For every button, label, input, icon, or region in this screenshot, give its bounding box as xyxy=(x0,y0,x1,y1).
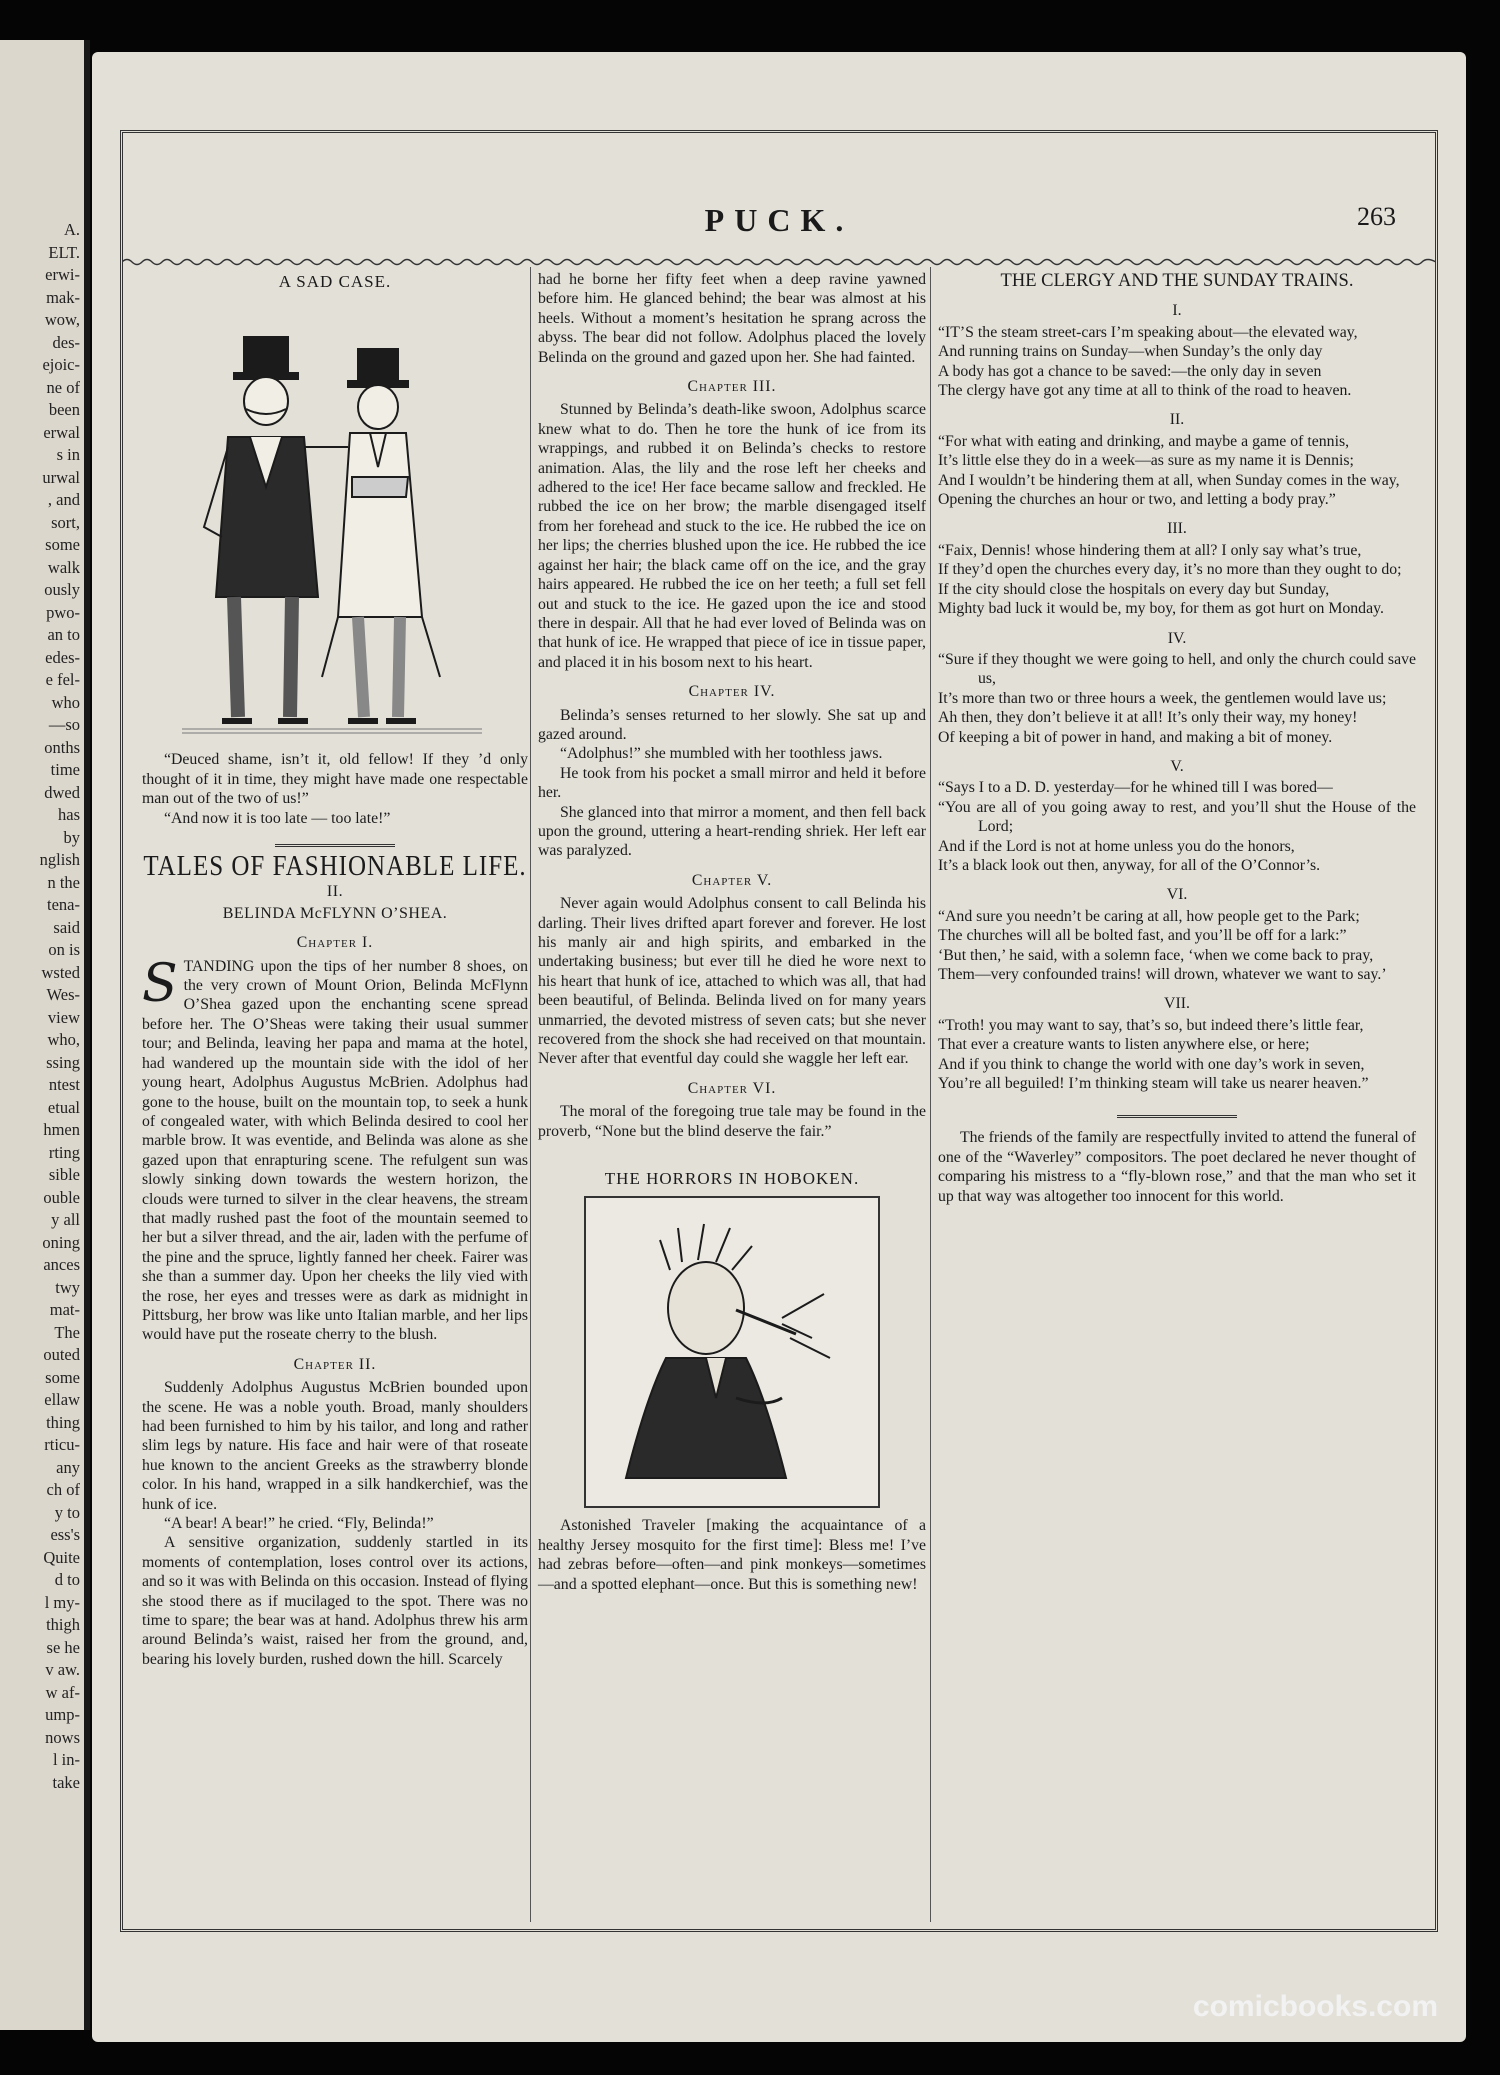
adjacent-page-fragment: has xyxy=(58,805,80,824)
poem-line: Mighty bad luck it would be, my boy, for them as got hurt on Monday. xyxy=(938,600,1384,618)
adjacent-page-fragment: dwed xyxy=(44,782,80,802)
poem-line: “Says I to a D. D. yesterday—for he whined till I was bored— xyxy=(938,779,1333,797)
poem-line: If the city should close the hospitals on every day but Sunday, xyxy=(938,580,1330,598)
adjacent-page-fragment: thing xyxy=(46,1412,80,1432)
adjacent-page-fragment: y all xyxy=(51,1210,80,1229)
adjacent-page-fragment: pwo- xyxy=(46,602,80,622)
adjacent-page-fragment: on is xyxy=(48,940,80,959)
page-number: 263 xyxy=(1357,202,1396,231)
adjacent-page-fragment: mak- xyxy=(46,287,80,307)
poem-line: “Sure if they thought we were going to hell, and only the church could save us, xyxy=(938,650,1416,688)
adjacent-page-fragment: ejoic- xyxy=(42,355,80,374)
poem-line: Opening the churches an hour or two, and letting a body pray.” xyxy=(938,491,1336,509)
poem-line: The clergy have got any time at all to think of the road to heaven. xyxy=(938,382,1352,400)
adjacent-page-fragment: take xyxy=(52,1772,80,1792)
adjacent-page-fragment: erwal xyxy=(43,422,80,442)
adjacent-page-fragment: any xyxy=(56,1457,80,1477)
adjacent-page-fragment: n the xyxy=(47,872,80,892)
adjacent-page-fragment: des- xyxy=(52,332,80,352)
masthead xyxy=(122,150,1436,238)
adjacent-page-fragment: nows xyxy=(45,1727,80,1747)
adjacent-page-fragment: oning xyxy=(42,1232,80,1252)
adjacent-page-fragment: Quite xyxy=(43,1547,80,1567)
adjacent-page-fragment: ch of xyxy=(46,1480,80,1499)
tales-heading: TALES OF FASHIONABLE LIFE. xyxy=(143,850,527,883)
adjacent-page-fragment: by xyxy=(63,827,80,847)
column-rule-1 xyxy=(530,267,531,1922)
hoboken-illustration xyxy=(584,1196,880,1508)
adjacent-page-fragment: hmen xyxy=(43,1120,80,1139)
stanza-number: VI. xyxy=(1166,886,1188,904)
chapter-2-paragraph: Suddenly Adolphus Augustus McBrien bounded upon the scene. He was a noble youth. Broad, manly shoulders had been furnished to him by his tailor, and long and rather slim legs by nature. His face and hair were of that roseate hue known to the ancient Greeks as the strawberry blonde color. In his hand, wrapped in a silk handkerchief, was the hunk of ice. xyxy=(142,1379,528,1513)
column-2 xyxy=(538,270,926,1594)
column-3 xyxy=(938,270,1416,1206)
sad-case-heading: A SAD CASE. xyxy=(278,272,392,291)
chapter-4-paragraph: “Adolphus!” she mumbled with her toothless jaws. xyxy=(560,745,883,763)
poem-line: “You are all of you going away to rest, and you’ll shut the House of the Lord; xyxy=(938,798,1416,836)
poem-line: The churches will all be bolted fast, and you’ll be off for a lark:” xyxy=(938,927,1347,945)
adjacent-page-fragment: mat- xyxy=(49,1300,80,1319)
poem-line: “And sure you needn’t be caring at all, how people get to the Park; xyxy=(938,907,1360,925)
poem-line: Them—very confounded trains! will drown, whatever we want to say.’ xyxy=(938,966,1387,983)
adjacent-page-fragment: ances xyxy=(43,1255,80,1274)
adjacent-page-fragment: y to xyxy=(54,1502,80,1522)
chapter-4-title: Chapter IV. xyxy=(688,683,776,701)
adjacent-page-fragment: rticu- xyxy=(44,1435,80,1454)
sad-case-caption-2: “And now it is too late — too late!” xyxy=(164,809,391,827)
poem-line: ‘But then,’ he said, with a solemn face, ‘when we come back to pray, xyxy=(938,946,1374,964)
chapter-5-text: Never again would Adolphus consent to call Belinda his darling. Their lives drifted apart forever and forever. He lost his manly air and high spirits, and embarked in the undertaking business; but ever till he died he wore next to his heart that hunk of ice, attached to which was all, that had been beautiful, of Belinda. Belinda lived on for many years unmarried, the devoted mistress of seven cats; but she never recovered from the shock she had received on that mountain. Never after that eventful day could she waggle her left ear. xyxy=(538,895,926,1068)
adjacent-page-fragment: view xyxy=(47,1007,80,1027)
chapter-1-title: Chapter I. xyxy=(296,934,374,952)
stanza-number: II. xyxy=(1169,411,1185,429)
column-rule-2 xyxy=(930,267,931,1922)
adjacent-page-fragment: l my- xyxy=(44,1592,80,1612)
column-1 xyxy=(142,270,528,1669)
poem-line: “Faix, Dennis! whose hindering them at all? I only say what’s true, xyxy=(938,541,1362,559)
adjacent-page-fragment: thigh xyxy=(46,1615,80,1634)
adjacent-page-fragment: ellaw xyxy=(44,1390,80,1409)
adjacent-page-fragment: said xyxy=(53,917,80,937)
chapter-6-text: The moral of the foregoing true tale may be found in the proverb, “None but the blind deserve the fair.” xyxy=(538,1103,926,1140)
adjacent-page-fragment: ssing xyxy=(46,1052,80,1072)
poem-line: It’s more than two or three hours a week, the gentlemen would lave us; xyxy=(938,689,1387,707)
poem-line: It’s a black look out then, anyway, for all of the O’Connor’s. xyxy=(938,856,1321,874)
poem-line: And I wouldn’t be hindering them at all, when Sunday comes in the way, xyxy=(938,471,1400,489)
poem-line: “Troth! you may want to say, that’s so, but indeed there’s little fear, xyxy=(938,1016,1364,1034)
poem xyxy=(938,301,1416,1093)
adjacent-page-fragment: outed xyxy=(43,1345,80,1364)
clergy-heading: THE CLERGY AND THE SUNDAY TRAINS. xyxy=(1000,271,1354,291)
section-divider xyxy=(1117,1115,1237,1118)
chapter-2-continuation: had he borne her fifty feet when a deep ravine yawned before him. He glanced behind; the bear was almost at his heels. Without a moment’s hesitation he sprang across the abyss. The bear did not follow. Adolphus placed the lovely Belinda on the ground and gazed upon her. She had fainted. xyxy=(538,271,926,366)
poem-line: “For what with eating and drinking, and maybe a game of tennis, xyxy=(938,432,1350,450)
adjacent-page-fragment: time xyxy=(50,760,80,779)
chapter-5-title: Chapter V. xyxy=(691,871,773,889)
poem-line: And if you think to change the world with one day’s work in seven, xyxy=(938,1055,1365,1073)
adjacent-page-fragment: v aw. xyxy=(45,1660,80,1679)
adjacent-page-fragment: wsted xyxy=(41,962,80,982)
tales-subtitle: BELINDA McFLYNN O’SHEA. xyxy=(222,904,448,922)
hoboken-heading: THE HORRORS IN HOBOKEN. xyxy=(604,1169,860,1189)
chapter-3-title: Chapter III. xyxy=(687,378,777,396)
chapter-2-paragraph: A sensitive organization, suddenly startled in its moments of contemplation, loses control over its actions, and so it was with Belinda on this occasion. Instead of flying she stood there as if mucilaged to the spot. There was no time to spare; the bear was at hand. Adolphus threw his arm around Belinda’s waist, raised her from the ground, and, bearing his lovely burden, rushed down the hill. Scarcely xyxy=(142,1534,528,1668)
chapter-4-paragraph: He took from his pocket a small mirror and held it before her. xyxy=(538,764,926,802)
adjacent-page-fragment: ne of xyxy=(46,377,80,397)
adjacent-page-fragment: The xyxy=(54,1322,80,1342)
adjacent-page-fragment: ntest xyxy=(48,1075,80,1094)
adjacent-page-fragment: been xyxy=(48,400,80,419)
publication-title: PUCK. xyxy=(704,202,854,238)
adjacent-page-fragment: e fel- xyxy=(45,670,80,689)
poem-line: You’re all beguiled! I’m thinking steam will take us nearer heaven.” xyxy=(938,1075,1369,1093)
funeral-notice: The friends of the family are respectfully invited to attend the funeral of one of the “Waverley” compositors. The poet declared he never thought of comparing his mistress to a “fly-blown rose,” and that the man who set it up that way was altogether too innocent for this world. xyxy=(938,1129,1416,1205)
stanza-number: III. xyxy=(1167,520,1187,538)
adjacent-page-fragment: edes- xyxy=(45,647,80,667)
poem-line: A body has got a chance to be saved:—the only day in seven xyxy=(938,362,1322,380)
chapter-2-paragraph: “A bear! A bear!” he cried. “Fly, Belinda!” xyxy=(164,1515,434,1533)
chapter-4-paragraph: Belinda’s senses returned to her slowly. She sat up and gazed around. xyxy=(538,706,926,743)
chapter-1-text xyxy=(142,953,528,1345)
adjacent-page-fragment: urwal xyxy=(42,467,80,487)
chapter-1-body: TANDING upon the tips of her number 8 shoes, on the very crown of Mount Orion, Belinda McFlynn O’Shea gazed upon the enchanting scene spread before her. The O’Sheas were taking their usual summer tour; and Belinda, leaving her papa and mama at the hotel, had wandered up the mountain side with the idol of her young heart, Adolphus Augustus McBrien. Adolphus had gone to the house, built on the mountain top, to seek a hunk of congealed water, with which Belinda desired to cool her marble brow. It was eventide, and Belinda was alone as she gazed upon that enrapturing scene. The refulgent sun was slowly sinking down towards the western horizon, the clouds were turned to silver in the clear heavens, the stream that madly rushed past the foot of the mountain seemed to her but a silver thread, and the air, laden with the perfume of the pine and the spruce, lightly fanned her cheek. Fairer was she than a summer day. Upon her cheeks the lily vied with the rose, her eyes and tresses were as dark as midnight in Pittsburg, her brow was like unto Italian marble, and her lips would have put the roseate cherry to the blush. xyxy=(142,957,528,1344)
adjacent-page-fragment: etual xyxy=(47,1097,80,1117)
stanza-number: VII. xyxy=(1164,995,1190,1013)
adjacent-page-fragment: w af- xyxy=(45,1682,80,1702)
adjacent-page-fragment: wow, xyxy=(44,310,80,329)
adjacent-page-fragment: Wes- xyxy=(46,985,80,1004)
adjacent-page-fragment: tena- xyxy=(47,895,80,914)
section-divider xyxy=(275,844,395,847)
adjacent-page-fragment: sort, xyxy=(51,512,80,532)
stanza-number: V. xyxy=(1170,757,1184,775)
poem-line: And running trains on Sunday—when Sunday’s the only day xyxy=(938,343,1323,361)
adjacent-page-fragment: onths xyxy=(44,737,80,757)
stanza-number: I. xyxy=(1172,302,1182,320)
adjacent-page-fragment: walk xyxy=(47,557,80,577)
adjacent-page-fragment: , and xyxy=(47,490,80,509)
magazine-page xyxy=(92,52,1466,2042)
poem-line: It’s little else they do in a week—as sure as my name it is Dennis; xyxy=(938,452,1354,470)
adjacent-page-fragment: an to xyxy=(47,625,80,644)
adjacent-page-fragment: l in- xyxy=(52,1750,80,1769)
adjacent-page-fragment: s in xyxy=(56,445,80,464)
poem-line: Of keeping a bit of power in hand, and making a bit of money. xyxy=(938,728,1333,746)
drop-cap: S xyxy=(142,953,178,1014)
chapter-4-paragraph: She glanced into that mirror a moment, and then fell back upon the ground, uttering a heart-rending shriek. Her left ear was paralyzed. xyxy=(538,803,926,860)
stanza-number: IV. xyxy=(1167,629,1187,647)
adjacent-page-fragment: d to xyxy=(54,1570,80,1589)
adjacent-page-fragment: rting xyxy=(48,1142,80,1162)
adjacent-page-fragment: ously xyxy=(44,580,80,599)
sad-case-illustration xyxy=(142,297,528,742)
adjacent-page-strip xyxy=(0,40,90,2030)
adjacent-page-fragment: some xyxy=(45,1367,80,1387)
adjacent-page-fragment: nglish xyxy=(39,850,80,869)
adjacent-page-fragment: A. xyxy=(63,220,80,239)
hoboken-caption: Astonished Traveler [making the acquaintance of a healthy Jersey mosquito for the first time]: Bless me! I’ve had zebras before—often—and pink monkeys—sometimes—and a spotted elephant—once. But this is something new! xyxy=(538,1517,926,1593)
tales-number: II. xyxy=(326,883,344,901)
adjacent-page-fragment: —so xyxy=(48,715,80,734)
adjacent-page-fragment: ouble xyxy=(43,1187,80,1207)
adjacent-page-fragment: erwi- xyxy=(45,265,80,284)
adjacent-page-fragment: who, xyxy=(47,1030,80,1049)
chapter-2-title: Chapter II. xyxy=(293,1355,377,1373)
adjacent-page-fragment: ump- xyxy=(45,1705,80,1724)
poem-line: That ever a creature wants to listen anywhere else, or here; xyxy=(938,1036,1310,1054)
sad-case-caption-1: “Deuced shame, isn’t it, old fellow! If they ’d only thought of it in time, they might have made one respectable man out of the two of us!” xyxy=(142,751,528,808)
chapter-6-title: Chapter VI. xyxy=(687,1079,777,1097)
adjacent-page-fragment: sible xyxy=(48,1165,80,1184)
poem-line: “IT’S the steam street-cars I’m speaking about—the elevated way, xyxy=(938,323,1358,341)
adjacent-page-fragment: se he xyxy=(46,1637,80,1657)
poem-line: If they’d open the churches every day, it’s no more than they ought to do; xyxy=(938,561,1402,579)
adjacent-page-fragment: who xyxy=(51,692,80,712)
adjacent-page-fragment: twy xyxy=(55,1277,80,1297)
adjacent-page-fragment: ELT. xyxy=(48,242,80,262)
chapter-3-text: Stunned by Belinda’s death-like swoon, Adolphus scarce knew what to do. Then he tore the hunk of ice from its wrappings, and rubbed it on Belinda’s checks to restore animation. Alas, the lily and the rose left her cheeks and adhered to the ice! Her face became sallow and freckled. He rubbed the ice on her brow; the marble disengaged itself from her forehead and stuck to the ice. He rubbed the ice on her lips; the cherries blushed upon the ice. He rubbed the ice against her hair; the black came off on the ice, and the gray hairs appeared. He rubbed the ice on her teeth; a full set fell out and stuck to the ice. He gazed upon the ice and stood there in despair. All that he had ever loved of Belinda was on that hunk of ice. He wrapped that piece of ice in tissue paper, and placed it in his bosom next to his heart. xyxy=(538,401,926,671)
wavy-rule xyxy=(122,257,1436,267)
poem-line: And if the Lord is not at home unless you do the honors, xyxy=(938,837,1295,855)
watermark: comicbooks.com xyxy=(1192,1990,1438,2023)
adjacent-page-fragment: some xyxy=(45,535,80,554)
adjacent-page-fragment: ess's xyxy=(50,1525,80,1544)
poem-line: Ah then, they don’t believe it at all! It’s only their way, my honey! xyxy=(938,709,1358,727)
